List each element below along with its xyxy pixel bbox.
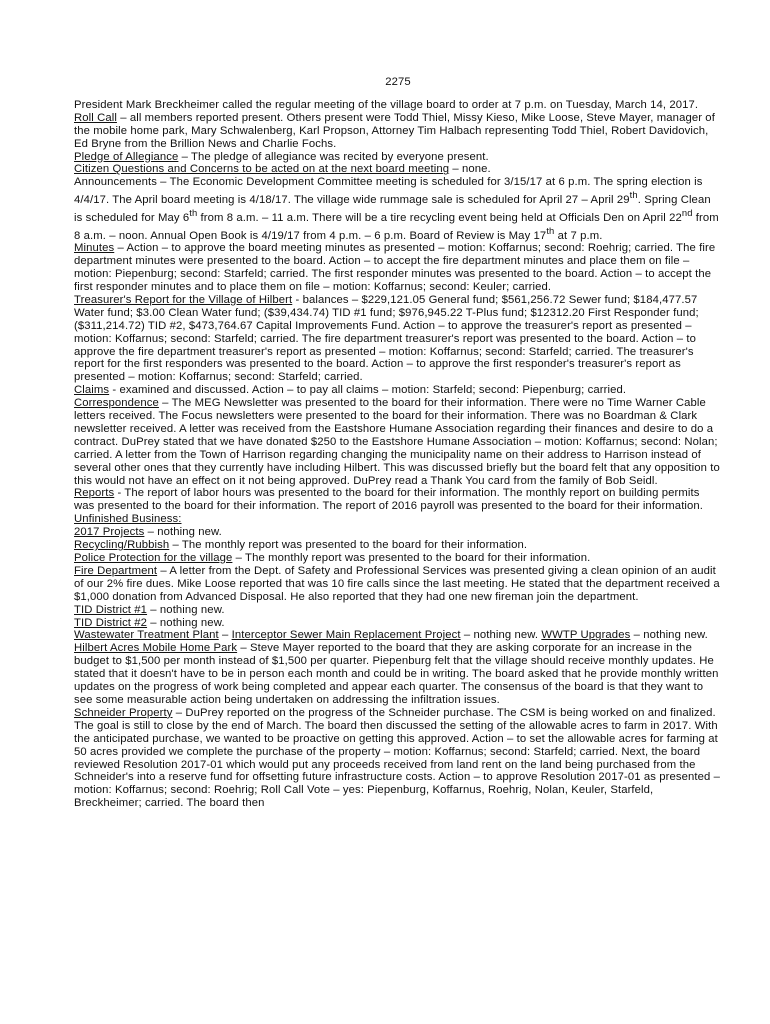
ordinal-suffix: th (189, 206, 198, 218)
interceptor-heading: Interceptor Sewer Main Replacement Project (231, 629, 461, 642)
roll-call-text: – all members reported present. Others present were Todd Thiel, Missy Kieso, Mike Loose, Steve Mayer, manager of the mobile home park, Mary Schwalenberg, Karl Propson, Attorney Tim Halbach representing Todd Thiel, Robert Davidovich, Ed Bryne from the Brillion News and Charlie Fochs. (74, 111, 715, 150)
separator: – nothing new. (630, 629, 708, 642)
page-number: 2275 (385, 76, 411, 88)
citizen-heading: Citizen Questions and Concerns to be acted on at the next board meeting (74, 163, 450, 176)
schneider-paragraph (74, 707, 722, 810)
opening-paragraph: President Mark Breckheimer called the regular meeting of the village board to order at 7 p.m. on Tuesday, March 14, 2017. (74, 98, 699, 111)
police-paragraph (74, 552, 722, 565)
schneider-heading: Schneider Property (74, 706, 173, 719)
tid2-text: – nothing new. (147, 616, 225, 629)
ordinal-suffix: th (629, 189, 638, 201)
reports-paragraph (74, 487, 722, 513)
reports-heading: Reports (74, 487, 115, 500)
correspondence-paragraph (74, 397, 722, 487)
unfinished-business-heading (74, 513, 722, 526)
recycling-heading: Recycling/Rubbish (74, 539, 170, 552)
treasurer-paragraph (74, 294, 722, 384)
separator: – nothing new. (460, 629, 542, 642)
announcements-text-5: at 7 p.m. (554, 229, 603, 242)
tid1-heading: TID District #1 (74, 603, 148, 616)
projects-2017-heading: 2017 Projects (74, 526, 145, 539)
announcements-text-4: from 8 a.m. – noon. Annual Open Book is 4/19/17 from 4 p.m. – 6 p.m. Board of Review is May 17 (74, 211, 719, 242)
claims-text: - examined and discussed. Action – to pay all claims – motion: Starfeld; second: Piepenburg; carried. (109, 384, 627, 397)
wastewater-paragraph (74, 629, 722, 706)
announcements-text-2: . Spring Clean is scheduled for May 6 (74, 194, 711, 224)
fire-paragraph (74, 565, 722, 604)
announcements-paragraph (74, 176, 722, 242)
correspondence-text: – The MEG Newsletter was presented to the board for their information. There were no Time Warner Cable letters received. The Focus newsletters were presented to the board for their information. There was no Boardman & Clark newsletter received. A letter was received from the Eastshore Humane Association regarding their finances and desire to do a contract. DuPrey stated that we have donated $250 to the Eastshore Humane Association – motion: Koffarnus; second: Nolan; carried. A letter from the Town of Harrison regarding changing the municipality name on their address to Harrison instead of several other ones that they currently have including Hilbert. This was discussed briefly but the board felt that any opposition to this would not have an effect on it not being approved. DuPrey read a Thank You card from the family of Bob Seidl. (74, 397, 720, 487)
tid1-text: – nothing new. (147, 603, 225, 616)
citizen-text: – none. (449, 163, 491, 176)
recycling-text: – The monthly report was presented to the board for their information. (169, 539, 528, 552)
tid1-paragraph (74, 604, 722, 617)
wwtp-upgrades-heading: WWTP Upgrades (541, 629, 631, 642)
pledge-heading: Pledge of Allegiance (74, 150, 179, 163)
roll-call-heading: Roll Call (74, 111, 117, 124)
recycling-paragraph (74, 539, 722, 552)
roll-call-paragraph (74, 112, 722, 151)
police-heading: Police Protection for the village (74, 552, 233, 565)
separator: – (218, 629, 232, 642)
minutes-document (74, 76, 722, 810)
reports-text: - The report of labor hours was presented to the board for their information. The monthly report on building permits was presented to the board for their information. The report of 2016 payroll was presented to the board for their information. (74, 487, 704, 513)
tid2-paragraph (74, 617, 722, 630)
minutes-heading: Minutes (74, 242, 115, 255)
ordinal-suffix: nd (681, 206, 693, 218)
fire-heading: Fire Department (74, 564, 158, 577)
treasurer-heading: Treasurer's Report for the Village of Hilbert (74, 293, 293, 306)
minutes-paragraph (74, 242, 722, 294)
police-text: – The monthly report was presented to the board for their information. (232, 552, 591, 565)
fire-text: – A letter from the Dept. of Safety and Professional Services was presented giving a clean opinion of an audit of our 2% fire dues. Mike Loose reported that was 10 fire calls since the last meeting. He stated that the department received a $1,000 donation from Advanced Disposal. He also reported that they had one new fireman join the department. (74, 564, 720, 603)
announcements-text-1: Announcements – The Economic Development Committee meeting is scheduled for 3/15/17 at 6 p.m. The spring election is 4/4/17. The April board meeting is 4/18/17. The village wide rummage sale is scheduled for April 27 – April 29 (74, 176, 703, 207)
pledge-text: – The pledge of allegiance was recited by everyone present. (178, 150, 489, 163)
correspondence-heading: Correspondence (74, 397, 159, 410)
pledge-paragraph (74, 151, 722, 164)
claims-heading: Claims (74, 384, 110, 397)
claims-paragraph (74, 384, 722, 397)
tid2-heading: TID District #2 (74, 616, 148, 629)
projects-2017-text: – nothing new. (144, 526, 222, 539)
ordinal-suffix: th (546, 224, 555, 236)
unfinished-business-label: Unfinished Business: (74, 513, 182, 526)
citizen-paragraph (74, 163, 722, 176)
projects-2017-paragraph (74, 526, 722, 539)
wastewater-heading: Wastewater Treatment Plant (74, 629, 219, 642)
announcements-text-3: from 8 a.m. – 11 a.m. There will be a tire recycling event being held at Officials Den on April 22 (197, 211, 682, 224)
minutes-text: – Action – to approve the board meeting minutes as presented – motion: Koffarnus; second: Roehrig; carried. The fire department minutes were presented to the board. Action – to accept the fire department minutes and place them on file – motion: Piepenburg; second: Starfeld; carried. The first responder minutes was presented to the board. Action – to accept the first responder minutes and to place them on file – motion: Koffarnus; second: Keuler; carried. (74, 242, 716, 293)
mobile-home-park-text: – Steve Mayer reported to the board that they are asking corporate for an increase in the budget to $1,500 per month instead of $1,500 per quarter. Piepenburg felt that the village should receive monthly updates. He stated that it doesn't have to be in person each month and could be in writing. The board asked that he provide monthly written updates on the progress of work being completed and appear each quarter. The consensus of the board is that they want to see some measurable action being undertaken on addressing the infiltration issues. (74, 642, 719, 706)
treasurer-text: - balances – $229,121.05 General fund; $561,256.72 Sewer fund; $184,477.57 Water fund; $3.00 Clean Water fund; ($39,434.74) TID #1 fund; $976,945.22 T-Plus fund; $12312.20 First Responder fund; ($311,214.72) TID #2, $473,764.67 Capital Improvements Fund. Action – to approve the treasurer's report as presented – motion: Koffarnus; second: Starfeld; carried. The fire department treasurer's report was presented to the board. Action – to approve the fire department treasurer's report as presented – motion: Koffarnus; second: Starfeld; carried. The treasurer's report for the first responders was presented to the board. Action – to approve the first responder's treasurer's report as presented – motion: Koffarnus; second: Starfeld; carried. (74, 293, 699, 384)
mobile-home-park-heading: Hilbert Acres Mobile Home Park (74, 642, 238, 655)
schneider-text: – DuPrey reported on the progress of the Schneider purchase. The CSM is being worked on and finalized. The goal is still to close by the end of March. The board then discussed the setting of the allowable acres to farm in 2017. With the anticipated purchase, we wanted to be proactive on getting this approved. Action – to set the allowable acres for farming at 50 acres provided we complete the purchase of the property – motion: Koffarnus; second: Starfeld; carried. Next, the board reviewed Resolution 2017-01 which would put any proceeds received from land rent on the land being purchased from the Schneider's into a reserve fund for offsetting future infrastructure costs. Action – to approve Resolution 2017-01 as presented – motion: Koffarnus; second: Roehrig; Roll Call Vote – yes: Piepenburg, Koffarnus, Roehrig, Nolan, Keuler, Starfeld, Breckheimer; carried. The board then (74, 706, 720, 810)
